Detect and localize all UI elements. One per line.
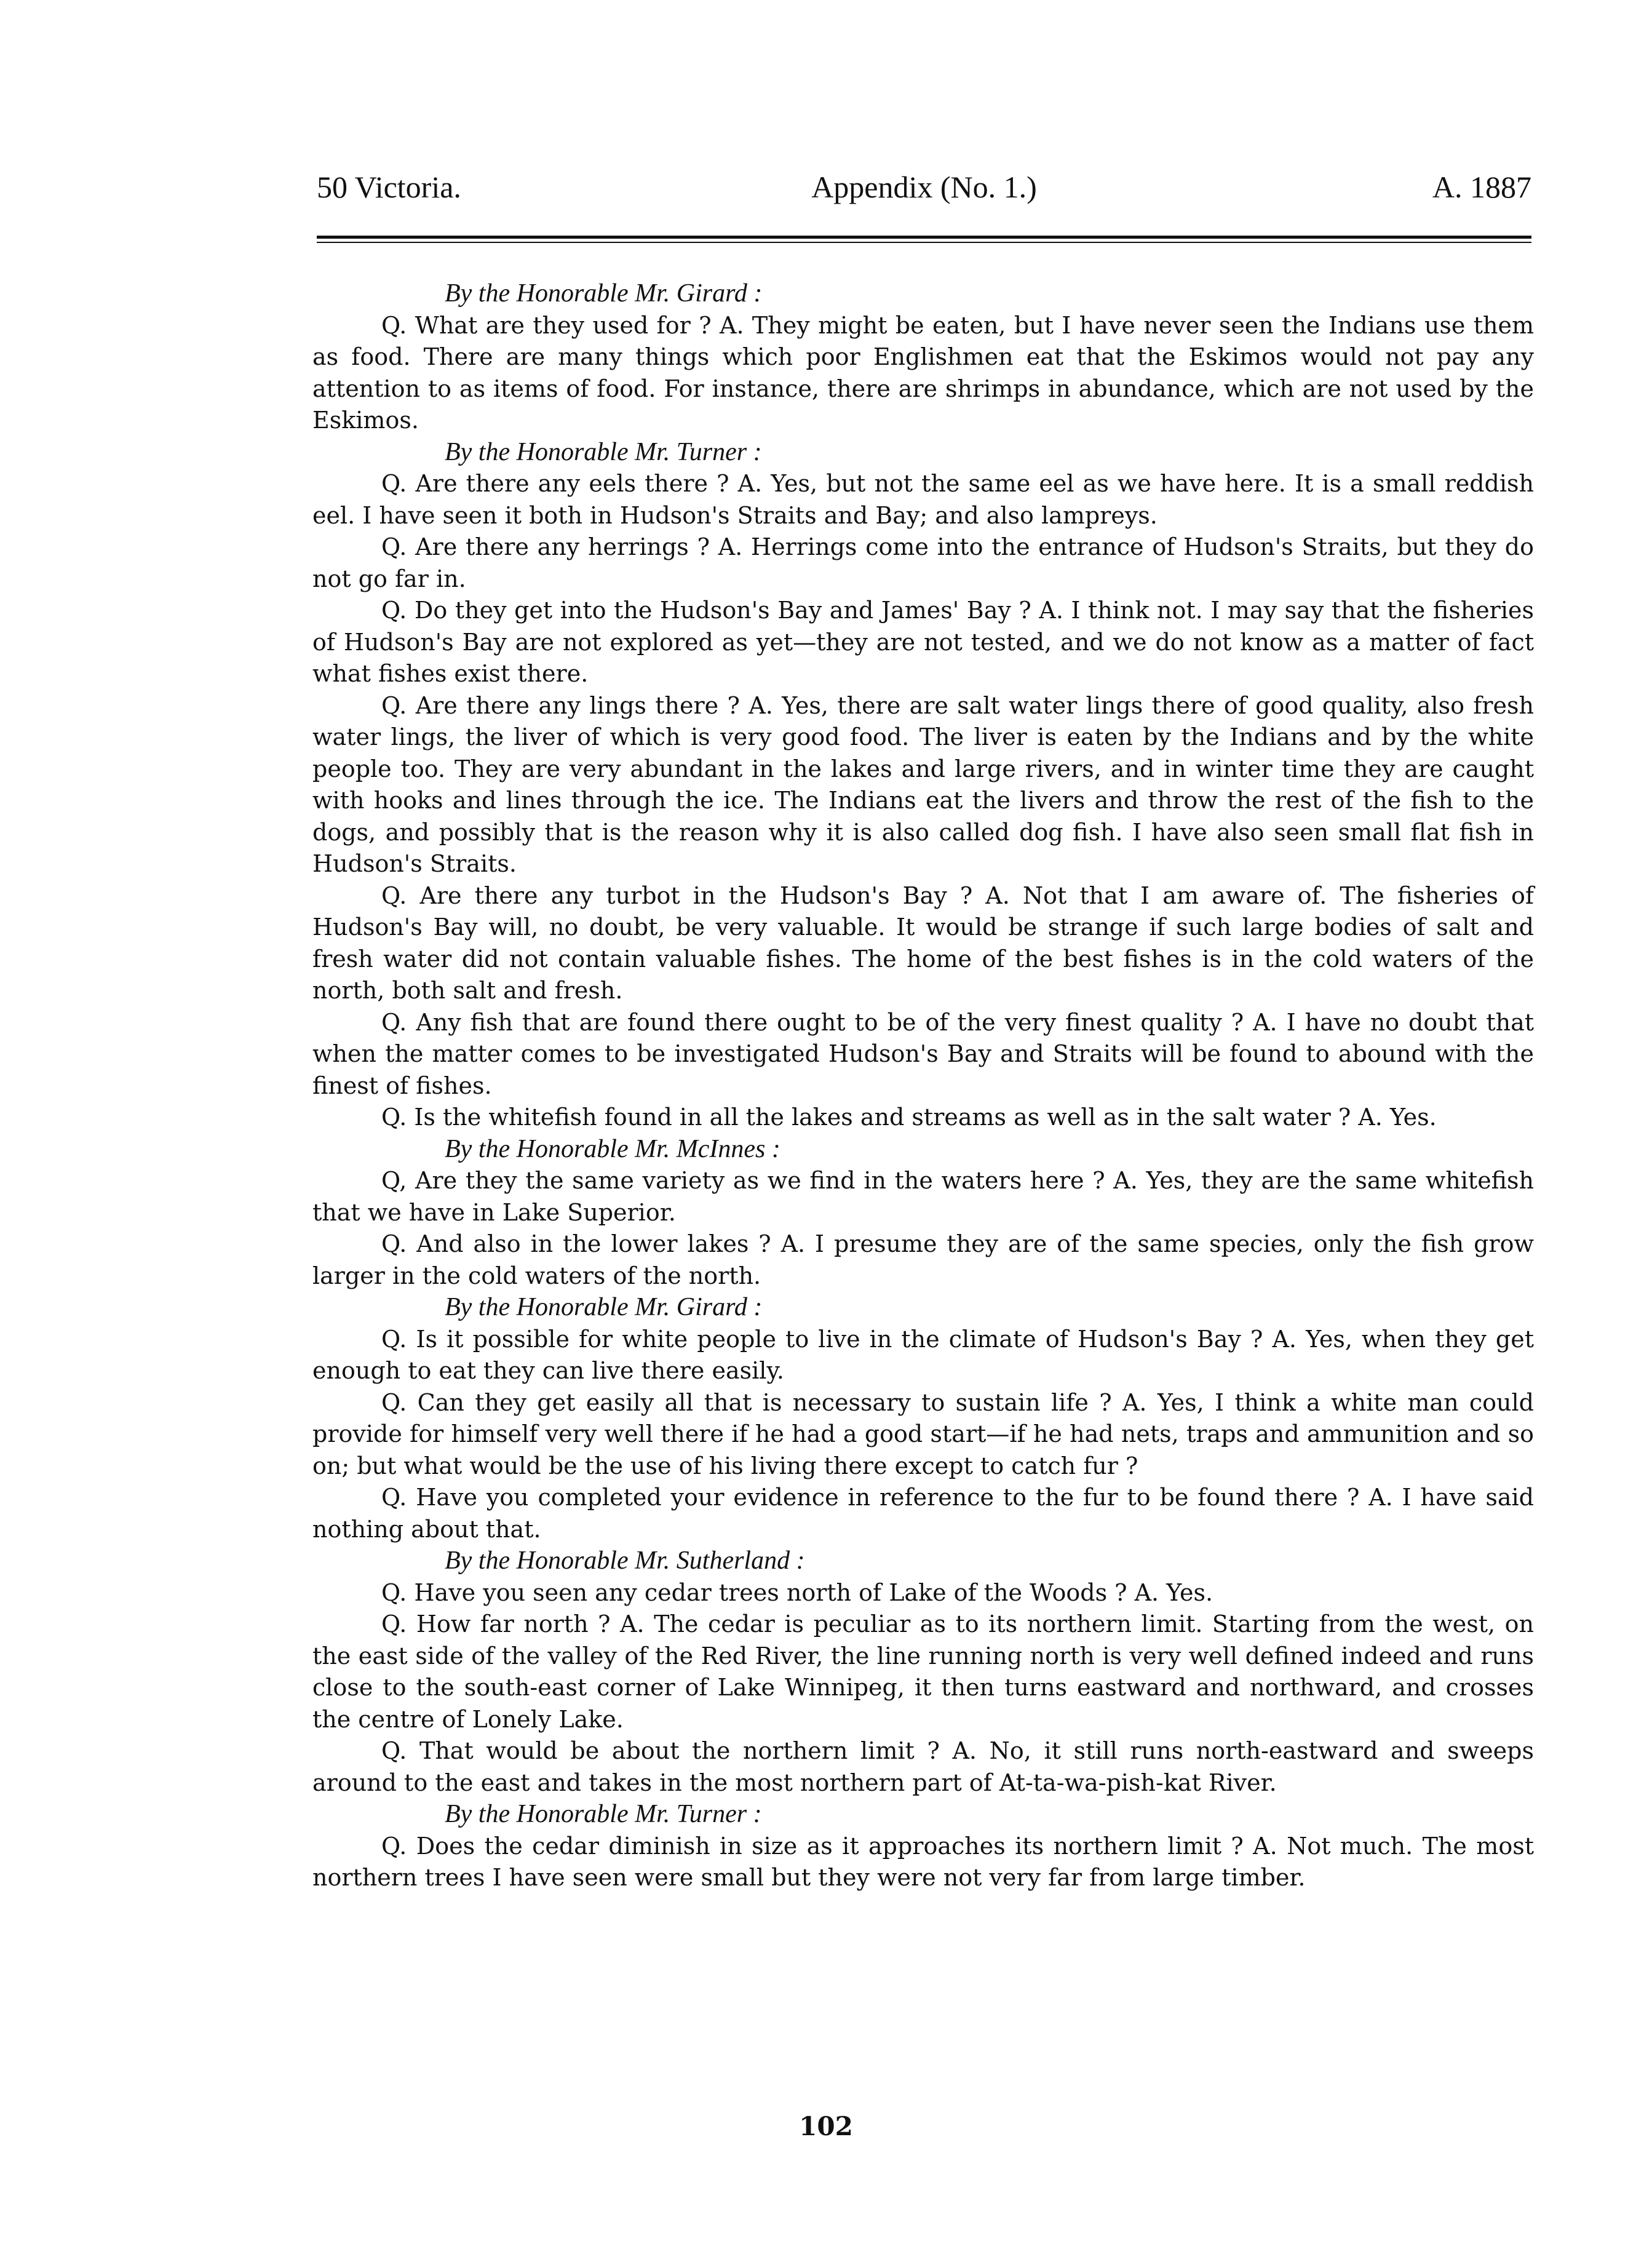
- question-answer-paragraph: Q. And also in the lower lakes ? A. I presume they are of the same species, only the fish grow larger in the cold waters of the north.: [312, 1230, 1534, 1289]
- question-answer-paragraph: Q. Does the cedar diminish in size as it approaches its northern limit ? A. Not much. The most northern trees I have seen were small but they were not very far from large timber.: [312, 1832, 1534, 1891]
- running-header: [317, 165, 1531, 209]
- header-year: A. 1887: [1432, 170, 1531, 204]
- question-answer-paragraph: Q. Are there any turbot in the Hudson's Bay ? A. Not that I am aware of. The fisheries of Hudson's Bay will, no doubt, be very valuable. It would be strange if such large bodies of salt and fresh water did not contain valuable fishes. The home of the best fishes is in the cold waters of the north, both salt and fresh.: [312, 882, 1534, 1004]
- testimony-body: [312, 278, 1534, 1894]
- question-answer-paragraph: Q. Any fish that are found there ought to be of the very finest quality ? A. I have no doubt that when the matter comes to be investigated Hudson's Bay and Straits will be found to abound with the finest of fishes.: [312, 1008, 1534, 1099]
- question-answer-paragraph: Q. Have you completed your evidence in reference to the fur to be found there ? A. I have said nothing about that.: [312, 1484, 1534, 1543]
- question-answer-paragraph: Q. What are they used for ? A. They might be eaten, but I have never seen the Indians use them as food. There are many things which poor Englishmen eat that the Eskimos would not pay any attention to as items of food. For instance, there are shrimps in abundance, which are not used by the Eskimos.: [312, 311, 1534, 434]
- question-answer-paragraph: Q. How far north ? A. The cedar is peculiar as to its northern limit. Starting from the west, on the east side of the valley of the Red River, the line running north is very well defined indeed and runs close to the south-east corner of Lake Winnipeg, it then turns eastward and northward, and crosses the centre of Lonely Lake.: [312, 1610, 1534, 1733]
- header-rule: [317, 236, 1531, 244]
- question-answer-paragraph: Q, Are they the same variety as we find in the waters here ? A. Yes, they are the same whitefish that we have in Lake Superior.: [312, 1167, 1534, 1226]
- speaker-heading: By the Honorable Mr. Girard :: [445, 279, 763, 308]
- question-answer-paragraph: Q. Can they get easily all that is necessary to sustain life ? A. Yes, I think a white man could provide for himself very well there if he had a good start—if he had nets, traps and ammunition and so on; but what would be the use of his living there except to catch fur ?: [312, 1388, 1534, 1479]
- header-rule-thick: [317, 236, 1531, 239]
- header-appendix: Appendix (No. 1.): [811, 170, 1037, 204]
- question-answer-paragraph: Q. Are there any eels there ? A. Yes, but not the same eel as we have here. It is a small reddish eel. I have seen it both in Hudson's Straits and Bay; and also lampreys.: [312, 470, 1534, 529]
- header-session: 50 Victoria.: [317, 170, 461, 204]
- speaker-heading: By the Honorable Mr. Turner :: [445, 1800, 762, 1828]
- speaker-heading: By the Honorable Mr. Sutherland :: [445, 1546, 805, 1575]
- question-answer-paragraph: Q. Have you seen any cedar trees north of Lake of the Woods ? A. Yes.: [381, 1578, 1213, 1606]
- question-answer-paragraph: Q. Do they get into the Hudson's Bay and James' Bay ? A. I think not. I may say that the fisheries of Hudson's Bay are not explored as yet—they are not tested, and we do not know as a matter of fact what fishes exist there.: [312, 597, 1534, 687]
- header-rule-thin: [317, 242, 1531, 243]
- speaker-heading: By the Honorable Mr. McInnes :: [445, 1134, 780, 1163]
- question-answer-paragraph: Q. That would be about the northern limit ? A. No, it still runs north-eastward and sweeps around to the east and takes in the most northern part of At-ta-wa-pish-kat River.: [312, 1737, 1534, 1796]
- speaker-heading: By the Honorable Mr. Turner :: [445, 437, 762, 466]
- page-number: 102: [799, 2111, 853, 2141]
- question-answer-paragraph: Q. Are there any lings there ? A. Yes, there are salt water lings there of good quality, also fresh water lings, the liver of which is very good food. The liver is eaten by the Indians and by the white people too. They are very abundant in the lakes and large rivers, and in winter time they are caught with hooks and lines through the ice. The Indians eat the livers and throw the rest of the fish to the dogs, and possibly that is the reason why it is also called dog fish. I have also seen small flat fish in Hudson's Straits.: [312, 691, 1534, 877]
- question-answer-paragraph: Q. Are there any herrings ? A. Herrings come into the entrance of Hudson's Straits, but they do not go far in.: [312, 533, 1534, 592]
- speaker-heading: By the Honorable Mr. Girard :: [445, 1293, 763, 1321]
- question-answer-paragraph: Q. Is it possible for white people to live in the climate of Hudson's Bay ? A. Yes, when they get enough to eat they can live there easily.: [312, 1325, 1534, 1384]
- question-answer-paragraph: Q. Is the whitefish found in all the lakes and streams as well as in the salt water ? A. Yes.: [381, 1104, 1437, 1131]
